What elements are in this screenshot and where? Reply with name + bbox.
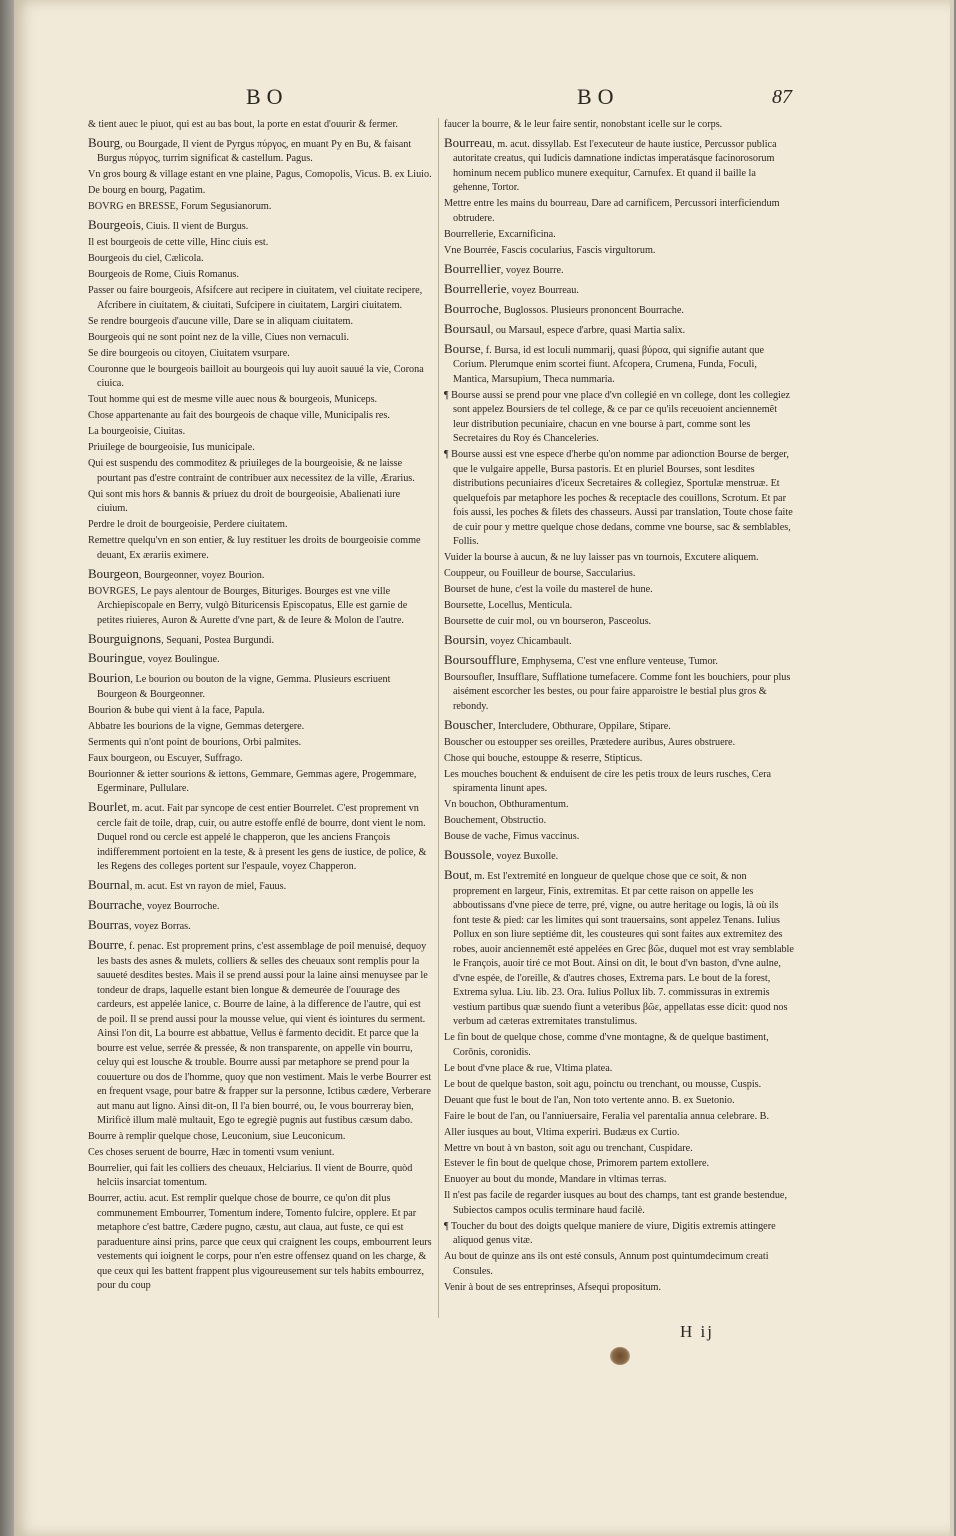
dictionary-entry [88, 669, 432, 702]
entry-text: Bouscher ou estoupper ses oreilles, Prætedere auribus, Aures obstruere. [444, 736, 736, 748]
dictionary-entry [88, 896, 432, 914]
entry-text: Priuilege de bourgeoisie, Ius municipale. [88, 442, 255, 454]
dictionary-entry [88, 441, 432, 455]
dictionary-entry [444, 866, 794, 1029]
entry-text: Chose appartenante au fait des bourgeois de chaque ville, Municipalis res. [88, 410, 390, 422]
entry-text: Le bout de quelque baston, soit agu, poinctu ou trenchant, ou mousse, Cuspis. [444, 1078, 762, 1090]
entry-headword: Bourgeon [88, 565, 139, 581]
entry-text: Estever le fin bout de quelque chose, Primorem partem extollere. [444, 1158, 710, 1170]
dictionary-entry [444, 1189, 794, 1218]
dictionary-entry [88, 1130, 432, 1144]
dictionary-entry [444, 1220, 794, 1249]
dictionary-entry [88, 565, 432, 583]
entry-text: Les mouches bouchent & enduisent de cire les petis troux de leurs rusches, Cera spiramenta linunt apes. [444, 768, 772, 795]
dictionary-entry [88, 393, 432, 407]
entry-text: , Emphysema, C'est vne enflure venteuse, Tumor. [516, 655, 718, 667]
entry-text: Mettre vn bout à vn baston, soit agu ou trenchant, Cuspidare. [444, 1142, 693, 1154]
running-head-left: BO [246, 84, 289, 109]
entry-text: , m. acut. Fait par syncope de cest entier Bourrelet. C'est proprement vn cercle fait de toile, drap, cuir, ou autre estoffe enflé de bourre, dont vient le nom. Duquel rond ou cercle est appelé le chapperon, que les anciens François indifferemment portoient en la teste, & à present les gens de iustice, de police, & les Regens des colleges portent sur l'espaule, voyez Chapperon. [97, 803, 427, 873]
dictionary-entry [88, 876, 432, 894]
dictionary-entry [88, 916, 432, 934]
dictionary-entry [444, 389, 794, 447]
dictionary-entry [444, 1062, 794, 1076]
entry-text: Bouse de vache, Fimus vaccinus. [444, 831, 580, 843]
entry-text: , Le bourion ou bouton de la vigne, Gemma. Plusieurs escriuent Bourgeon & Bourgeonner. [97, 674, 391, 700]
entry-text: Vn gros bourg & village estant en vne plaine, Pagus, Comopolis, Vicus. B. ex Liuio. [88, 169, 432, 181]
entry-text: Faux bourgeon, ou Escuyer, Suffrago. [88, 752, 243, 764]
entry-text: Abbatre les bourions de la vigne, Gemmas detergere. [88, 720, 305, 732]
entry-headword: Bourre [88, 937, 124, 953]
dictionary-entry [444, 551, 794, 565]
dictionary-entry [444, 1250, 794, 1279]
entry-text: Bouchement, Obstructio. [444, 815, 547, 827]
dictionary-entry [88, 457, 432, 486]
entry-text: Faire le bout de l'an, ou l'anniuersaire, Feralia vel parentalia annua celebrare. B. [444, 1110, 770, 1122]
dictionary-entry [444, 736, 794, 750]
entry-text: BOVRGES, Le pays alentour de Bourges, Bituriges. Bourges est vne ville Archiepiscopale en Berry, vulgò Bituricensis Episcopatus, Elle est garnie de petites riuieres, Auron & Aurette d'vne part, & de Ieure & Molon de l'autre. [88, 585, 408, 626]
entry-text: Le fin bout de quelque chose, comme d'vne montagne, & de quelque bastiment, Corōnis, coronidis. [444, 1032, 769, 1058]
entry-text: , Bourgeonner, voyez Bourion. [138, 569, 265, 581]
entry-text: De bourg en bourg, Pagatim. [88, 185, 206, 197]
entry-text: Il n'est pas facile de regarder iusques au bout des champs, tant est grande bestendue, Subiectos campos oculis terminare haud facilè. [444, 1190, 787, 1216]
entry-text: Passer ou faire bourgeois, Afsifcere aut recipere in ciuitatem, vel ciuitate recipere, Afcribere in ciuitatem, & ciuitati, Sufcipere in ciuitatem, Largiri ciuitatem. [88, 285, 423, 311]
entry-text: Vn bouchon, Obthuramentum. [444, 799, 569, 811]
entry-text: Ces choses seruent de bourre, Hæc in tomenti vsum veniunt. [88, 1147, 335, 1158]
dictionary-entry [88, 200, 432, 214]
dictionary-entry [88, 488, 432, 517]
dictionary-entry [88, 630, 432, 648]
dictionary-entry [444, 671, 794, 714]
entry-headword: Bouringue [88, 650, 143, 666]
dictionary-entry [88, 936, 432, 1128]
dictionary-entry [444, 1142, 794, 1156]
dictionary-entry [444, 846, 794, 864]
dictionary-entry [88, 720, 432, 734]
dictionary-entry [88, 1192, 432, 1293]
entry-headword: Bourse [444, 340, 481, 356]
entry-headword: Boursaul [444, 320, 491, 336]
entry-text: , ou Bourgade, Il vient de Pyrgus πύργος, en muant Py en Bu, & faisant Burgus πύργος, turrim significat & castellum. Pagus. [97, 138, 412, 165]
entry-text: Vne Bourrée, Fascis cocularius, Fascis virgultorum. [444, 244, 656, 256]
ink-stain [610, 1347, 630, 1365]
dictionary-entry [444, 134, 794, 196]
dictionary-entry [88, 118, 432, 132]
entry-text: , f. Bursa, id est loculi nummarij, quasi βύρσα, qui signifie autant que Corium. Plerumque enim scortei fiunt. Afcopera, Crumena, Funda, Foculi, Mantica, Marsupium, Theca nummaria. [453, 344, 764, 385]
dictionary-entry [88, 704, 432, 718]
dictionary-entry [88, 409, 432, 423]
entry-headword: Boursoufflure [444, 651, 517, 667]
signature-mark: H ij [680, 1322, 714, 1341]
entry-text: , m. Est l'extremité en longueur de quelque chose que ce soit, & non proprement en largeur, Finis, extremitas. Et par cette raison on appelle les abboutissans d'vne piece de terre, pré, vigne, ou autre heritage ou logis, là où ils font teste & pied: car les limites qui sont trauersains, sont appelez Tenans. Iulius Pollux en son liure septiéme dit, les cousteures qui sont faites aux extremitez des robes, auoir anciennemẽt esté appelées en Grec βῶε, duquel mot est vray semblable le François, auoir tiré ce mot Bout. Ainsi on dit, le bout d'vn baston, d'vne aulne, d'vne espée, de l'oreille, & d'autres choses, Extrema pars. Le bout de la forest, Extrema sylua. Liu. lib. 23. Ora. Iulius Pollux lib. 7. commissuras in extremis vestium partibus quæ suendo fiunt a veteribus βῶε, appellatas esse dicit: quod nos verbum ad cæteras extremitates transtulimus. [453, 871, 794, 1028]
entry-text: , voyez Bourreau. [506, 284, 579, 296]
dictionary-entry [88, 425, 432, 439]
dictionary-entry [444, 1078, 794, 1092]
entry-headword: Bourlet [88, 799, 127, 815]
entry-headword: Boursin [444, 632, 485, 647]
entry-text: Aller iusques au bout, Vltima experiri. Budæus ex Curtio. [444, 1126, 680, 1138]
left-column [88, 118, 432, 1295]
dictionary-entry [444, 118, 794, 132]
entry-text: Le bout d'vne place & rue, Vltima platea. [444, 1062, 613, 1074]
dictionary-entry [444, 599, 794, 613]
entry-text: Boursoufler, Insufflare, Sufflatione tumefacere. Comme font les bouchiers, pour plus aisément escorcher les bestes, ou pour faire apparoistre le bestial plus gros & rebondy. [444, 671, 791, 712]
column-divider [438, 118, 439, 1318]
entry-text: , m. acut. Est vn rayon de miel, Fauus. [129, 881, 287, 893]
entry-headword: Bouscher [444, 716, 493, 732]
entry-headword: Bourreau [444, 134, 493, 150]
dictionary-entry [88, 518, 432, 532]
entry-headword: Boussole [444, 847, 492, 863]
dictionary-entry [444, 830, 794, 844]
dictionary-entry [444, 1094, 794, 1108]
entry-text: Bourgeois du ciel, Cælicola. [88, 253, 204, 265]
entry-text: Bourrer, actiu. acut. Est remplir quelque chose de bourre, ce qu'on dit plus communement Embourrer, Tomentum indere, Tomento fulcire, opplere. Et par metaphore c'est battre, Cædere pugno, cæstu, aut claua, aut fuste, ce qui est paraduenture ainsi prins, parce que ceux qui craignent les coups, embourrent leurs vestements qui ioignent le corps, pour n'en estre offensez quand on les charge, & que ceux qui les battent frappent plus vigoureusement sur tels habits embourrez, pour du coup [88, 1193, 432, 1292]
entry-headword: Bourgeois [88, 217, 141, 233]
dictionary-entry [444, 280, 794, 298]
entry-text: & tient auec le piuot, qui est au bas bout, la porte en estat d'ouurir & fermer. [88, 119, 398, 130]
entry-text: Enuoyer au bout du monde, Mandare in vltimas terras. [444, 1174, 667, 1186]
entry-text: , m. acut. dissyllab. Est l'executeur de haute iustice, Percussor publica autoritate creatus, qui Iudicis damnatione indictas imperatásque facinorosorum hominum necem publico munere exequitur, Carnufex. Et quand il baille la gehenne, Tortor. [453, 138, 777, 194]
entry-text: Bourion & bube qui vient à la face, Papula. [88, 704, 265, 716]
dictionary-entry [88, 798, 432, 874]
entry-text: Qui est suspendu des commoditez & priuileges de la bourgeoisie, & ne laisse pourtant pas d'estre contraint de contribuer aux necessitez de la ville, Ærarius. [88, 458, 415, 484]
entry-text: , voyez Bourre. [500, 264, 564, 276]
entry-text: faucer la bourre, & le leur faire sentir, nonobstant icelle sur le corps. [444, 119, 723, 130]
dictionary-entry [444, 320, 794, 338]
entry-text: Bourgeois de Rome, Ciuis Romanus. [88, 269, 239, 281]
dictionary-entry [444, 340, 794, 387]
dictionary-entry [444, 631, 794, 649]
dictionary-entry [88, 534, 432, 563]
entry-text: Mettre entre les mains du bourreau, Dare ad carnificem, Percussori interficiendum obtrudere. [444, 198, 780, 224]
entry-text: Il est bourgeois de cette ville, Hinc ciuis est. [88, 237, 269, 249]
entry-text: , f. penac. Est proprement prins, c'est assemblage de poil menuisé, dequoy les basts des asnes & mulets, colliers & selles des cheuaux sont remplis pour la sauueté desdites bestes. Mais il se prend aussi pour la laine ainsi menuysee par le tondeur de draps, laquelle estant bien longue & demeurée de l'ouurage des cardeurs, est appelée lanice, c. Bourre de laine, à la difference de l'autre, qui est de poil. Il se prend aussi pour la mousse velue, qui vient és iointures du serment. Ainsi l'on dit, La bourre est abbattue, Vellus è farmento decidit. Et parce que la bourre est velue, serrée & pressée, & non transparente, on appelle vin bourru, celuy qui est lousche & trouble. Bourre aussi par metaphore se prend pour la couuerture ou dos de l'homme, quoy que non vestiment. Mais le verbe Bourrer est en frequent vsage, pour batre & frapper sur la personne, Ictibus cædere, Verberare aut manu aut ligno. Ainsi dit-on, Il l'a bien bourré, ou, Ie vous bourreray bien, Mirificè illum malè multauit, Ego te egregiè pugnis aut fustibus cæsum dabo. [97, 941, 432, 1127]
dictionary-entry [88, 236, 432, 250]
dictionary-entry [444, 448, 794, 549]
entry-text: Venir à bout de ses entreprinses, Afsequi propositum. [444, 1281, 662, 1293]
entry-text: Chose qui bouche, estouppe & reserre, Stipticus. [444, 752, 643, 764]
entry-text: La bourgeoisie, Ciuitas. [88, 426, 186, 438]
entry-headword: Bourrellier [444, 260, 501, 276]
entry-headword: Bourguignons [88, 630, 162, 646]
entry-text: , voyez Buxolle. [491, 851, 559, 863]
dictionary-entry [88, 752, 432, 766]
binding-gutter [0, 0, 14, 1536]
dictionary-entry [444, 228, 794, 242]
dictionary-entry [444, 1110, 794, 1124]
entry-text: Bourionner & ietter sourions & iettons, Gemmare, Gemmas agere, Progemmare, Egerminare, Pullulare. [88, 768, 417, 795]
entry-text: Boursette, Locellus, Menticula. [444, 600, 573, 612]
dictionary-entry [88, 347, 432, 361]
entry-text: Serments qui n'ont point de bourions, Orbi palmites. [88, 736, 302, 748]
dictionary-entry [88, 331, 432, 345]
entry-text: Bourrelier, qui fait les colliers des cheuaux, Helciarius. Il vient de Bourre, quòd helciis insarciat tomentum. [88, 1162, 413, 1189]
dictionary-entry [444, 1126, 794, 1140]
entry-text: Couppeur, ou Fouilleur de bourse, Saccularius. [444, 568, 636, 580]
entry-text: Remettre quelqu'vn en son entier, & luy restituer les droits de bourgeoisie comme deuant, Ex ærariis eximere. [88, 535, 421, 561]
entry-text: Se dire bourgeois ou citoyen, Ciuitatem vsurpare. [88, 347, 290, 359]
entry-text: , voyez Boulingue. [142, 654, 220, 666]
entry-text: , ou Marsaul, espece d'arbre, quasi Martia salix. [490, 324, 686, 336]
entry-text: , Sequani, Postea Burgundi. [161, 634, 275, 646]
dictionary-entry [88, 768, 432, 797]
entry-headword: Bourrache [88, 897, 142, 913]
entry-text: Qui sont mis hors & bannis & priuez du droit de bourgeoisie, Abalienati iure ciuium. [88, 488, 401, 515]
dictionary-entry [444, 1281, 794, 1295]
dictionary-entry [444, 615, 794, 629]
entry-headword: Bourroche [444, 300, 499, 316]
dictionary-entry [88, 1146, 432, 1160]
dictionary-entry [88, 315, 432, 329]
entry-text: , voyez Borras. [128, 921, 191, 933]
page-edge [950, 0, 954, 1536]
dictionary-entry [444, 1031, 794, 1060]
entry-text: Vuider la bourse à aucun, & ne luy laisser pas vn tournois, Excutere aliquem. [444, 552, 759, 564]
dictionary-entry [444, 197, 794, 226]
entry-text: , Buglossos. Plusieurs prononcent Bourrache. [498, 304, 684, 316]
entry-text: Se rendre bourgeois d'aucune ville, Dare se in aliquam ciuitatem. [88, 315, 354, 327]
dictionary-entry [444, 260, 794, 278]
entry-text: Bourgeois qui ne sont point nez de la ville, Ciues non vernaculi. [88, 331, 349, 343]
dictionary-entry [88, 268, 432, 282]
entry-headword: Bourras [88, 917, 129, 933]
dictionary-entry [444, 814, 794, 828]
dictionary-entry [444, 244, 794, 258]
dictionary-entry [444, 300, 794, 318]
dictionary-entry [444, 583, 794, 597]
entry-text: Au bout de quinze ans ils ont esté consuls, Annum post quintumdecimum creati Consules. [444, 1251, 769, 1277]
entry-headword: Bourg [88, 134, 121, 150]
entry-text: , voyez Bourroche. [141, 901, 220, 913]
entry-text: Bourset de hune, c'est la voile du masterel de hune. [444, 584, 653, 596]
entry-text: Perdre le droit de bourgeoisie, Perdere ciuitatem. [88, 519, 288, 531]
entry-headword: Bourrellerie [444, 280, 507, 296]
dictionary-entry [88, 168, 432, 182]
entry-text: ¶ Toucher du bout des doigts quelque maniere de viure, Digitis extremis attingere aliquod genus vitæ. [444, 1220, 776, 1247]
entry-text: Bourrellerie, Excarnificina. [444, 228, 556, 240]
right-column [444, 118, 794, 1297]
entry-text: ¶ Bourse aussi est vne espece d'herbe qu'on nomme par adionction Bourse de berger, que le vulgaire appelle, Bursa pastoris. Et en pluriel Bourses, sont lesdites distributions pecuniaires d'iceux Secretaires & collegiez, Sportulæ menstruæ. Et quelquefois par metaphore les poches & receptacle des couillons, Scrotum. Et par fois aussi, les poches & filets des chasseurs. Aussi par translation, Toute chose faite de cuir pour y mettre quelque chose dedans, comme vne bourse, sac & semblables, Follis. [444, 449, 793, 548]
dictionary-entry [88, 736, 432, 750]
dictionary-entry [88, 284, 432, 313]
page-number: 87 [772, 86, 792, 108]
dictionary-entry [444, 798, 794, 812]
dictionary-entry [88, 363, 432, 392]
entry-text: ¶ Bourse aussi se prend pour vne place d'vn collegié en vn college, dont les collegiez sont appelez Boursiers de tel college, & ce par ce qu'ils receuoient anciennemẽt leur distribution pecuniaire, chacun en vne bourse à part, comme sont les Secretaires du Roy és Chanceleries. [444, 389, 790, 445]
entry-headword: Bourion [88, 670, 131, 686]
dictionary-entry [88, 134, 432, 167]
dictionary-entry [444, 651, 794, 669]
entry-text: BOVRG en BRESSE, Forum Segusianorum. [88, 201, 272, 213]
dictionary-entry [88, 216, 432, 234]
entry-text: , Ciuis. Il vient de Burgus. [140, 221, 249, 233]
dictionary-entry [88, 252, 432, 266]
dictionary-entry [444, 768, 794, 797]
entry-text: Tout homme qui est de mesme ville auec nous & bourgeois, Municeps. [88, 394, 378, 406]
dictionary-entry [88, 184, 432, 198]
entry-text: Deuant que fust le bout de l'an, Non toto vertente anno. B. ex Suetonio. [444, 1094, 735, 1106]
entry-headword: Bout [444, 867, 470, 883]
entry-text: , Intercludere, Obthurare, Oppilare, Stipare. [492, 720, 671, 732]
dictionary-page [14, 0, 954, 1536]
dictionary-entry [444, 752, 794, 766]
dictionary-entry [444, 567, 794, 581]
entry-text: Bourre à remplir quelque chose, Leuconium, siue Leuconicum. [88, 1131, 346, 1143]
dictionary-entry [444, 716, 794, 734]
entry-text: Boursette de cuir mol, ou vn bourseron, Pasceolus. [444, 616, 652, 628]
entry-text: Couronne que le bourgeois bailloit au bourgeois qui luy auoit sauué la vie, Corona ciuica. [88, 363, 424, 390]
dictionary-entry [88, 1162, 432, 1191]
entry-headword: Bournal [88, 877, 130, 893]
dictionary-entry [88, 585, 432, 628]
dictionary-entry [88, 649, 432, 667]
entry-text: , voyez Chicambault. [484, 636, 572, 647]
running-head-right: BO [577, 84, 620, 109]
dictionary-entry [444, 1157, 794, 1171]
dictionary-entry [444, 1173, 794, 1187]
